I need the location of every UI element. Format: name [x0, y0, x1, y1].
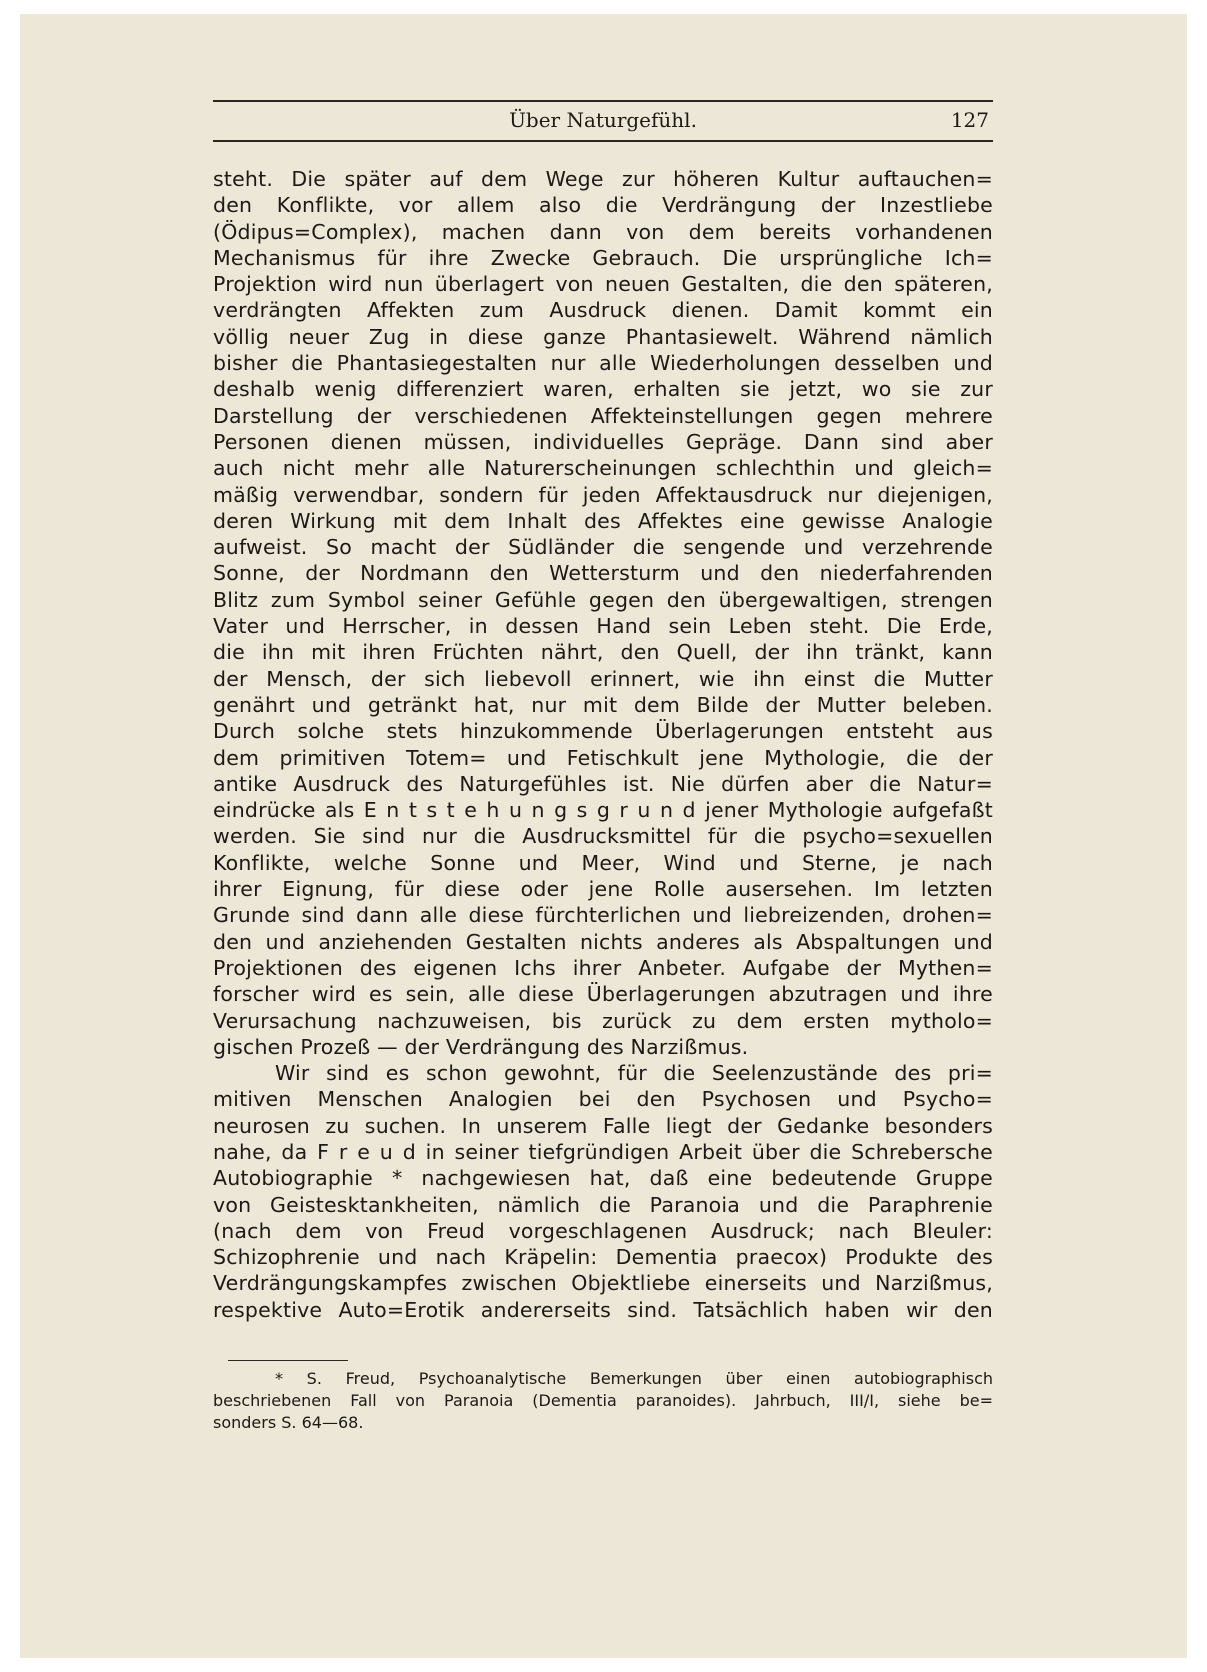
text-line: forscher wird es sein, alle diese Überlagerungen abzutragen und ihre [213, 982, 993, 1007]
text-line: steht. Die später auf dem Wege zur höheren Kultur auftauchen= [213, 167, 993, 191]
text-line: Sonne, der Nordmann den Wettersturm und den niederfahrenden [213, 561, 993, 586]
text-line: Personen dienen müssen, individuelles Gepräge. Dann sind aber [213, 429, 993, 454]
text-line: Vater und Herrscher, in dessen Hand sein Leben steht. Die Erde, [213, 614, 993, 639]
text-line: bisher die Phantasiegestalten nur alle Wiederholungen desselben und [213, 351, 993, 376]
footnote [213, 1368, 993, 1434]
text-line: eindrücke als E n t s t e h u n g s g r u n d jener Mythologie aufgefaßt [213, 798, 993, 823]
text-line: Blitz zum Symbol seiner Gefühle gegen den übergewaltigen, strengen [213, 587, 993, 612]
footnote-line: beschriebenen Fall von Paranoia (Dementia paranoides). Jahrbuch, III/I, siehe be= [213, 1391, 993, 1410]
text-line: (Ödipus=Complex), machen dann von dem bereits vorhandenen [213, 219, 993, 244]
text-line: dem primitiven Totem= und Fetischkult jene Mythologie, die der [213, 745, 993, 770]
running-head [213, 108, 993, 134]
text-line: antike Ausdruck des Naturgefühles ist. Nie dürfen aber die Natur= [213, 771, 993, 796]
text-line: genährt und getränkt hat, nur mit dem Bilde der Mutter beleben. [213, 692, 993, 717]
footnote-line: sonders S. 64—68. [213, 1413, 364, 1432]
text-line: (nach dem von Freud vorgeschlagenen Ausdruck; nach Bleuler: [213, 1218, 993, 1243]
text-line: der Mensch, der sich liebevoll erinnert, wie ihn einst die Mutter [213, 666, 993, 691]
running-title: Über Naturgefühl. [509, 108, 697, 132]
text-line: Wir sind es schon gewohnt, für die Seelenzustände des pri= [275, 1061, 993, 1086]
text-line: Autobiographie * nachgewiesen hat, daß eine bedeutende Gruppe [213, 1166, 993, 1191]
text-line: mitiven Menschen Analogien bei den Psychosen und Psycho= [213, 1087, 993, 1112]
text-line: verdrängten Affekten zum Ausdruck dienen. Damit kommt ein [213, 298, 993, 323]
text-line: Mechanismus für ihre Zwecke Gebrauch. Die ursprüngliche Ich= [213, 245, 993, 270]
text-line: neurosen zu suchen. In unserem Falle liegt der Gedanke besonders [213, 1113, 993, 1138]
text-line: Grunde sind dann alle diese fürchterlichen und liebreizenden, drohen= [213, 903, 993, 928]
text-line: deren Wirkung mit dem Inhalt des Affektes eine gewisse Analogie [213, 508, 993, 533]
text-line: den und anziehenden Gestalten nichts anderes als Abspaltungen und [213, 929, 993, 954]
header-rule-bottom [213, 140, 993, 142]
text-line: die ihn mit ihren Früchten nährt, den Quell, der ihn tränkt, kann [213, 640, 993, 665]
text-line: respektive Auto=Erotik andererseits sind. Tatsächlich haben wir den [213, 1297, 993, 1322]
text-line: ihrer Eignung, für diese oder jene Rolle ausersehen. Im letzten [213, 877, 993, 902]
text-line: deshalb wenig differenziert waren, erhalten sie jetzt, wo sie zur [213, 377, 993, 402]
text-line: Projektionen des eigenen Ichs ihrer Anbeter. Aufgabe der Mythen= [213, 955, 993, 980]
body-text [213, 166, 993, 1323]
footnote-line: * S. Freud, Psychoanalytische Bemerkungen über einen autobiographisch [275, 1369, 993, 1388]
text-line: aufweist. So macht der Südländer die sengende und verzehrende [213, 535, 993, 560]
text-line: Verdrängungskampfes zwischen Objektliebe einerseits und Narzißmus, [213, 1271, 993, 1296]
text-line: mäßig verwendbar, sondern für jeden Affektausdruck nur diejenigen, [213, 482, 993, 507]
text-line: von Geistesktankheiten, nämlich die Paranoia und die Paraphrenie [213, 1192, 993, 1217]
text-line: auch nicht mehr alle Naturerscheinungen schlechthin und gleich= [213, 456, 993, 481]
text-line: werden. Sie sind nur die Ausdrucksmittel für die psycho=sexuellen [213, 824, 993, 849]
text-line: Darstellung der verschiedenen Affekteinstellungen gegen mehrere [213, 403, 993, 428]
text-line: Durch solche stets hinzukommende Überlagerungen entsteht aus [213, 719, 993, 744]
header-rule-top [213, 100, 993, 102]
page-number: 127 [950, 108, 989, 132]
text-line: Projektion wird nun überlagert von neuen Gestalten, die den späteren, [213, 272, 993, 297]
text-line: Verursachung nachzuweisen, bis zurück zu dem ersten mytholo= [213, 1008, 993, 1033]
text-line: den Konflikte, vor allem also die Verdrängung der Inzestliebe [213, 193, 993, 218]
text-line: nahe, da F r e u d in seiner tiefgründigen Arbeit über die Schrebersche [213, 1139, 993, 1164]
footnote-rule [228, 1360, 348, 1361]
text-line: gischen Prozeß — der Verdrängung des Narzißmus. [213, 1034, 749, 1059]
text-line: völlig neuer Zug in diese ganze Phantasiewelt. Während nämlich [213, 324, 993, 349]
text-line: Schizophrenie und nach Kräpelin: Dementia praecox) Produkte des [213, 1245, 993, 1270]
text-line: Konflikte, welche Sonne und Meer, Wind und Sterne, je nach [213, 850, 993, 875]
